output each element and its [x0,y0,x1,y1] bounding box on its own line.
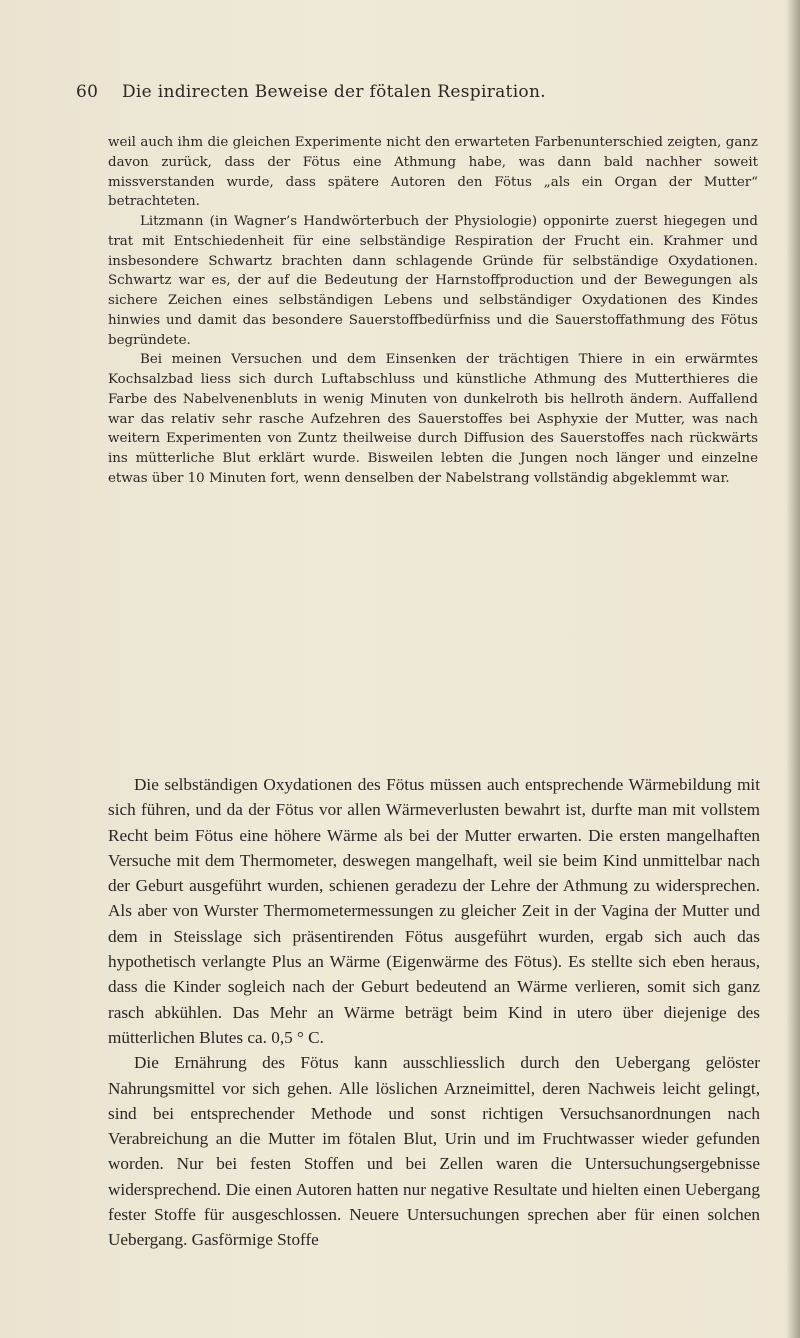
page-header [76,82,736,110]
page-number: 60 [76,82,99,102]
main-text-section [108,772,760,1253]
paragraph: weil auch ihm die gleichen Experimente nicht den erwarteten Farbenunterschied zeigten, ganz davon zurück, dass der Fötus eine Athmung habe, was dann bald nachher soweit missverstanden wurde, dass spätere Autoren den Fötus „als ein Organ der Mutter“ betrachteten. [108,135,758,210]
page-edge-shadow [786,0,800,1338]
paragraph: Die Ernährung des Fötus kann ausschliesslich durch den Uebergang gelöster Nahrungsmittel vor sich gehen. Alle löslichen Arzneimittel, deren Nachweis leicht gelingt, sind bei entsprechender Methode und sonst richtigen Versuchsanordnungen nach Verabreichung an die Mutter im fötalen Blut, Urin und im Fruchtwasser wieder gefunden worden. Nur bei festen Stoffen und bei Zellen waren die Untersuchungsergebnisse widersprechend. Die einen Autoren hatten nur negative Resultate und hielten einen Uebergang fester Stoffe für ausgeschlossen. Neuere Untersuchungen sprechen aber für einen solchen Uebergang. Gasförmige Stoffe [108,1053,760,1250]
paragraph: Litzmann (in Wagner’s Handwörterbuch der Physiologie) opponirte zuerst hiegegen und trat mit Entschiedenheit für eine selbständige Respiration der Frucht ein. Krahmer und insbesondere Schwartz brachten dann schlagende Gründe für selbständige Oxydationen. Schwartz war es, der auf die Bedeutung der Harnstoffproduction und der Bewegungen als sichere Zeichen eines selbständigen Lebens und selbständiger Oxydationen des Kindes hinwies und damit das besondere Sauerstoffbedürfniss und die Sauerstoffathmung des Fötus begründete. [108,214,758,348]
small-print-section [108,133,758,489]
paragraph: Die selbständigen Oxydationen des Fötus müssen auch entsprechende Wärmebildung mit sich führen, und da der Fötus vor allen Wärmeverlusten bewahrt ist, durfte man mit vollstem Recht beim Fötus eine höhere Wärme als bei der Mutter erwarten. Die ersten mangelhaften Versuche mit dem Thermometer, deswegen mangelhaft, weil sie beim Kind unmittelbar nach der Geburt ausgeführt wurden, schienen geradezu der Lehre der Athmung zu widersprechen. Als aber von Wurster Thermometermessungen zu gleicher Zeit in der Vagina der Mutter und dem in Steisslage sich präsentirenden Fötus ausgeführt wurden, ergab sich auch das hypothetisch verlangte Plus an Wärme (Eigenwärme des Fötus). Es stellte sich eben heraus, dass die Kinder sogleich nach der Geburt bedeutend an Wärme verlieren, somit sich ganz rasch abkühlen. Das Mehr an Wärme beträgt beim Kind in utero über diejenige des mütterlichen Blutes ca. 0,5 ° C. [108,775,760,1047]
running-title: Die indirecten Beweise der fötalen Respiration. [122,82,546,102]
paragraph: Bei meinen Versuchen und dem Einsenken der trächtigen Thiere in ein erwärmtes Kochsalzbad liess sich durch Luftabschluss und künstliche Athmung des Mutterthieres die Farbe des Nabelvenenbluts in wenig Minuten von dunkelroth bis hellroth ändern. Auffallend war das relativ sehr rasche Aufzehren des Sauerstoffes bei Asphyxie der Mutter, was nach weitern Experimenten von Zuntz theilweise durch Diffusion des Sauerstoffes nach rückwärts ins mütterliche Blut erklärt wurde. Bisweilen lebten die Jungen noch länger und einzelne etwas über 10 Minuten fort, wenn denselben der Nabelstrang vollständig abgeklemmt war. [108,352,758,486]
